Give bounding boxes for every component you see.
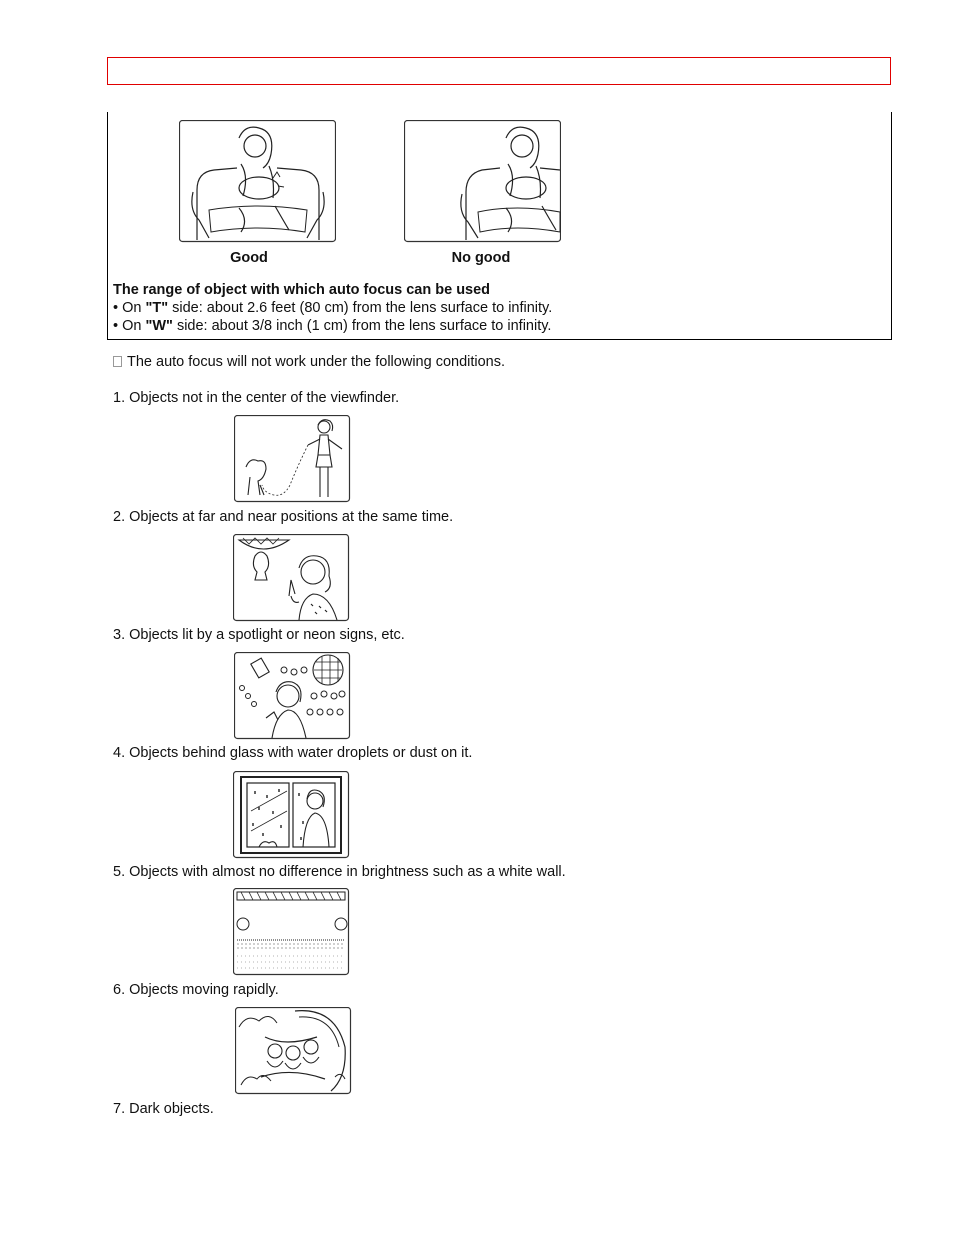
range-t-prefix: • On: [113, 300, 146, 316]
condition-5-illustration: [233, 888, 350, 980]
range-w-text: side: about 3/8 inch (1 cm) from the lens surface to infinity.: [172, 318, 552, 334]
note-text: The auto focus will not work under the following conditions.: [127, 354, 506, 370]
good-caption: Good: [230, 250, 268, 266]
range-w-prefix: • On: [113, 318, 146, 334]
conditions-note: [113, 354, 505, 370]
range-t-text: side: about 2.6 feet (80 cm) from the lens surface to infinity.: [168, 300, 553, 316]
range-t-line: [113, 300, 552, 316]
range-t-key: "T": [145, 300, 169, 316]
header-bar: [107, 57, 891, 85]
range-title: The range of object with which auto focus can be used: [113, 282, 491, 298]
condition-2: 2. Objects at far and near positions at the same time.: [113, 509, 454, 525]
condition-2-illustration: [233, 534, 350, 626]
condition-4: 4. Objects behind glass with water droplets or dust on it.: [113, 745, 473, 761]
focus-range-box: [107, 112, 892, 340]
condition-1-illustration: [234, 415, 351, 507]
condition-3-illustration: [234, 652, 351, 744]
condition-7: 7. Dark objects.: [113, 1101, 214, 1117]
note-bullet-icon: [113, 356, 122, 367]
condition-6: 6. Objects moving rapidly.: [113, 982, 279, 998]
condition-3: 3. Objects lit by a spotlight or neon signs, etc.: [113, 627, 405, 643]
good-illustration: [179, 120, 336, 243]
condition-5: 5. Objects with almost no difference in brightness such as a white wall.: [113, 864, 566, 880]
condition-1: 1. Objects not in the center of the viewfinder.: [113, 390, 400, 406]
condition-6-illustration: [235, 1007, 352, 1099]
range-w-line: [113, 318, 551, 334]
no-good-illustration: [404, 120, 561, 243]
range-w-key: "W": [145, 318, 173, 334]
no-good-caption: No good: [451, 250, 511, 266]
condition-4-illustration: [233, 771, 350, 863]
